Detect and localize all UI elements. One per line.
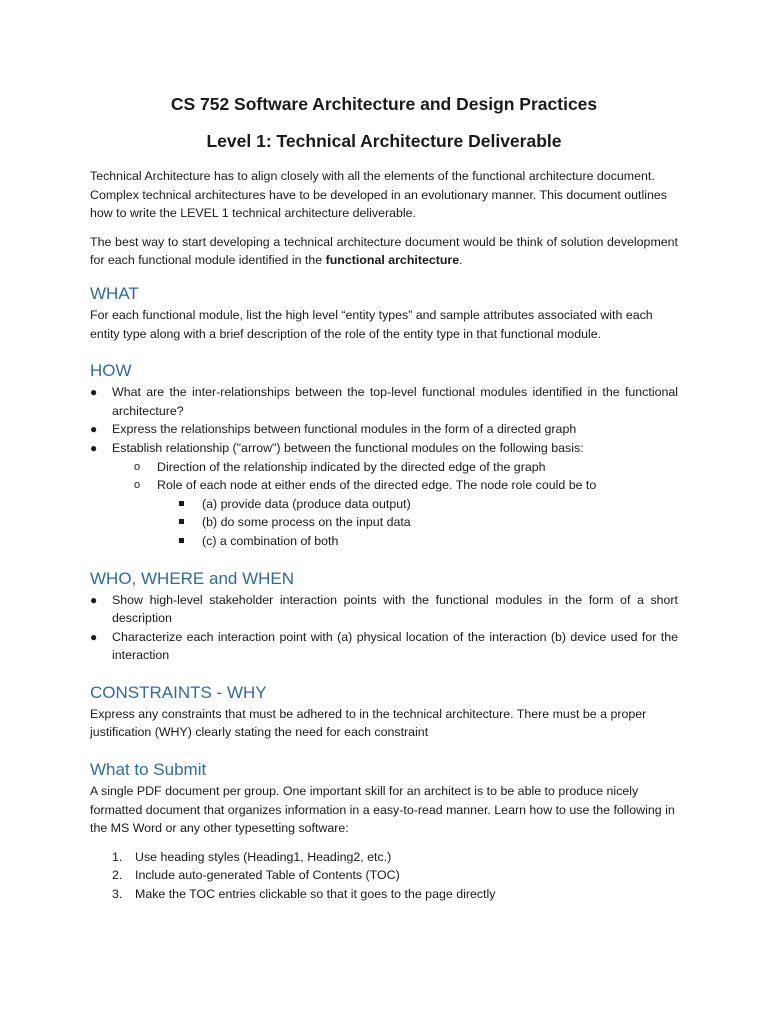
how-list <box>90 383 678 550</box>
document-subtitle: Level 1: Technical Architecture Deliverable <box>206 131 562 151</box>
submit-list <box>90 848 678 904</box>
document-title: CS 752 Software Architecture and Design Practices <box>170 94 598 114</box>
list-item <box>179 532 678 551</box>
intro-p2-end: . <box>459 253 463 268</box>
circle-bullet-icon: o <box>134 479 141 492</box>
list-item-text: What are the inter-relationships between the top-level functional modules identified in the functional architecture? <box>112 385 678 418</box>
list-item-text: (a) provide data (produce data output) <box>202 496 411 511</box>
list-item-text: Establish relationship ("arrow") between the functional modules on the following basis: <box>112 440 584 455</box>
list-item-text: Role of each node at either ends of the directed edge. The node role could be to <box>157 478 597 493</box>
list-item <box>134 458 678 477</box>
heading-what: WHAT <box>90 283 139 303</box>
circle-bullet-icon: o <box>134 460 141 473</box>
bullet-icon: ● <box>90 629 98 644</box>
bullet-icon: ● <box>90 385 98 400</box>
list-item <box>112 885 678 904</box>
list-item-text: Use heading styles (Heading1, Heading2, etc.) <box>135 849 392 864</box>
list-item-text: Make the TOC entries clickable so that it goes to the page directly <box>135 887 496 902</box>
list-item <box>112 866 678 885</box>
heading-who-where-when: WHO, WHERE and WHEN <box>90 568 295 588</box>
heading-how: HOW <box>90 361 132 381</box>
list-item-text: (c) a combination of both <box>202 533 339 548</box>
what-paragraph: For each functional module, list the high level “entity types” and sample attributes associated with each entity type along with a brief description of the role of the entity type in that functional module. <box>90 307 653 341</box>
list-item-text: Include auto-generated Table of Contents (TOC) <box>135 868 400 883</box>
square-bullet-icon <box>179 538 184 543</box>
list-item-text: Show high-level stakeholder interaction points with the functional modules in the form of a short description <box>112 592 678 626</box>
intro-p2-text: The best way to start developing a technical architecture document would be think of solution development for each functional module identified in the <box>90 234 678 268</box>
intro-p2-bold: functional architecture <box>325 253 460 268</box>
list-item <box>90 628 678 665</box>
list-item <box>179 495 678 514</box>
bullet-icon: ● <box>90 422 98 437</box>
list-item <box>134 476 678 550</box>
list-item-text: Express the relationships between functional modules in the form of a directed graph <box>112 422 577 437</box>
who-list <box>90 591 678 665</box>
square-bullet-icon <box>179 501 184 506</box>
intro-paragraph-2 <box>90 233 678 270</box>
list-item <box>112 848 678 867</box>
list-number: 1. <box>112 849 123 864</box>
list-item-text: Direction of the relationship indicated by the directed edge of the graph <box>157 459 546 474</box>
bullet-icon: ● <box>90 440 98 455</box>
constraints-paragraph: Express any constraints that must be adhered to in the technical architecture. There must be a proper justification (WHY) clearly stating the need for each constraint <box>90 706 647 740</box>
list-item-text: Characterize each interaction point with (a) physical location of the interaction (b) device used for the interaction <box>112 629 678 663</box>
square-bullet-icon <box>179 519 184 524</box>
heading-constraints: CONSTRAINTS - WHY <box>90 682 267 702</box>
list-item-text: (b) do some process on the input data <box>202 515 411 530</box>
list-item <box>90 591 678 628</box>
intro-paragraph-1: Technical Architecture has to align closely with all the elements of the functional architecture document. Complex technical architectures have to be developed in an evolutionary manner. This document outlines how to write the LEVEL 1 technical architecture deliverable. <box>90 169 667 221</box>
bullet-icon: ● <box>90 592 98 607</box>
list-number: 2. <box>112 868 123 883</box>
list-item <box>179 513 678 532</box>
list-item <box>90 383 678 420</box>
list-item <box>90 439 678 551</box>
heading-what-to-submit: What to Submit <box>90 760 207 780</box>
submit-paragraph: A single PDF document per group. One important skill for an architect is to be able to produce nicely formatted document that organizes information in a easy-to-read manner. Learn how to use the following in the MS Word or any other typesetting software: <box>90 784 675 836</box>
list-item <box>90 420 678 439</box>
how-subsublist <box>157 495 678 551</box>
how-sublist <box>112 458 678 551</box>
list-number: 3. <box>112 887 123 902</box>
